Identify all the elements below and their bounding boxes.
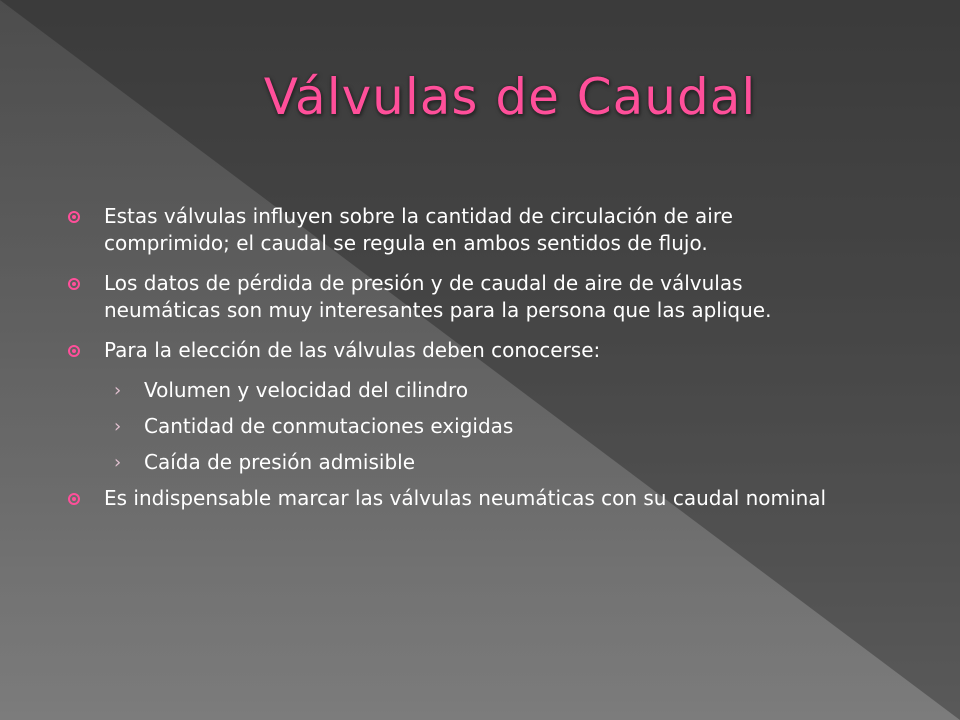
- list-item: [64, 203, 864, 257]
- list-item-text: Para la elección de las válvulas deben conocerse:: [104, 338, 601, 362]
- list-item-text: Estas válvulas influyen sobre la cantidad de circulación de aire comprimido; el caudal se regula en ambos sentidos de flujo.: [104, 204, 733, 255]
- list-item-text: Los datos de pérdida de presión y de caudal de aire de válvulas neumáticas son muy interesantes para la persona que las aplique.: [104, 271, 772, 322]
- sub-list-item: [64, 377, 864, 404]
- sub-list-item-text: Volumen y velocidad del cilindro: [144, 378, 469, 402]
- chevron-right-icon: ›: [114, 452, 122, 473]
- target-circle-icon: [68, 211, 80, 223]
- sub-list-item-text: Cantidad de conmutaciones exigidas: [144, 414, 514, 438]
- list-item-text: Es indispensable marcar las válvulas neumáticas con su caudal nominal: [104, 486, 827, 510]
- sub-list-item-text: Caída de presión admisible: [144, 450, 415, 474]
- list-item: [64, 337, 864, 364]
- list-item: [64, 270, 864, 324]
- bullet-list: [64, 203, 864, 525]
- sub-list-item: [64, 413, 864, 440]
- target-circle-icon: [68, 278, 80, 290]
- chevron-right-icon: ›: [114, 416, 122, 437]
- target-circle-icon: [68, 493, 80, 505]
- list-item: [64, 485, 864, 512]
- page-title: Válvulas de Caudal: [263, 68, 757, 126]
- chevron-right-icon: ›: [114, 380, 122, 401]
- sub-list-item: [64, 449, 864, 476]
- target-circle-icon: [68, 345, 80, 357]
